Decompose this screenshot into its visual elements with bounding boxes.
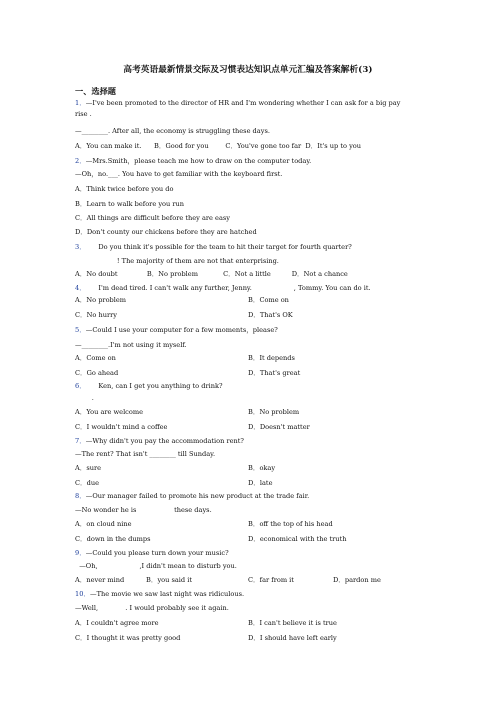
question-text: A．No doubt B．No problem C．Not a little D．Not a chance [75, 270, 348, 278]
question-line [75, 284, 371, 292]
q10-option-c: C．I thought it was pretty good [75, 634, 181, 642]
section-heading: 一、选择题 [75, 86, 116, 96]
question-line [75, 257, 279, 265]
question-number: 3． [75, 243, 86, 251]
q7-option-d: D．late [248, 479, 273, 487]
question-text: —I've been promoted to the director of HR and I'm wondering whether I can ask for a big pay [85, 99, 401, 107]
q7-option-b: B．okay [248, 464, 276, 472]
q4-option-d: D．That's OK [248, 311, 293, 319]
question-text: —Oh，no.___. You have to get familiar with the keyboard first. [75, 170, 283, 178]
q4-option-c: C．No hurry [75, 311, 117, 319]
q7-answer: —The rent? That isn't ________ till Sunday. [75, 450, 216, 458]
question-line [75, 170, 282, 178]
q5-option-a: A．Come on [75, 354, 116, 362]
q8-stem: 8．—Our manager failed to promote his new product at the trade fair. [75, 492, 310, 500]
question-line [75, 127, 270, 135]
question-line [75, 228, 257, 236]
q6-option-a: A．You are welcome [75, 408, 144, 416]
q10-option-a: A．I couldn't agree more [75, 619, 159, 627]
q9-option-c: C．far from it [248, 576, 294, 584]
question-text: B．Learn to walk before you run [75, 200, 185, 208]
question-text: rise . [75, 110, 92, 118]
question-text: A．Think twice before you do [75, 185, 174, 193]
q4-option-b: B．Come on [248, 296, 289, 304]
question-line [75, 243, 352, 251]
q8-option-b: B．off the top of his head [248, 520, 333, 528]
q6-answer: . [75, 394, 94, 402]
q4-option-a: A．No problem [75, 296, 127, 304]
question-text: ! The majority of them are not that enterprising. [75, 257, 279, 265]
question-text: —Mrs.Smith，please teach me how to draw on the computer today. [85, 157, 312, 165]
q9-answer: —Oh, ,I didn't mean to disturb you. [75, 562, 237, 570]
question-line [75, 99, 400, 107]
q10-stem: 10．—The movie we saw last night was ridiculous. [75, 590, 245, 598]
question-line [75, 214, 230, 222]
q6-stem: 6． Ken, can I get you anything to drink? [75, 382, 223, 390]
q5-answer: —________.I'm not using it myself. [75, 341, 187, 349]
q7-option-c: C．due [75, 479, 100, 487]
q8-answer: —No wonder he is these days. [75, 506, 212, 514]
question-line [75, 142, 361, 150]
q6-option-c: C．I wouldn't mind a coffee [75, 423, 168, 431]
question-line [75, 110, 92, 118]
q8-option-d: D．economical with the truth [248, 535, 347, 543]
question-line [75, 157, 311, 165]
question-text: I'm dead tired. I can't walk any further, Jenny. , Tommy. You can do it. [85, 284, 371, 292]
q6-option-d: D．Doesn't matter [248, 423, 310, 431]
question-number: 1． [75, 99, 86, 107]
q10-option-b: B．I can't believe it is true [248, 619, 337, 627]
q5-option-d: D．That's great [248, 369, 301, 377]
q7-option-a: A．sure [75, 464, 102, 472]
q8-option-a: A．on cloud nine [75, 520, 132, 528]
q10-answer: —Well, . I would probably see it again. [75, 604, 229, 612]
question-line [75, 200, 184, 208]
q9-option-d: D．pardon me [333, 576, 381, 584]
question-text: Do you think it's possible for the team to hit their target for fourth quarter? [85, 243, 352, 251]
q8-option-c: C．down in the dumps [75, 535, 151, 543]
question-number: 2． [75, 157, 86, 165]
question-text: A．You can make it. B．Good for you C．You've gone too far D．It's up to you [75, 142, 362, 150]
q9-option-b: B．you said it [146, 576, 192, 584]
question-line [75, 270, 348, 278]
q5-option-c: C．Go ahead [75, 369, 119, 377]
question-text: D．Don't county our chickens before they are hatched [75, 228, 257, 236]
q6-option-b: B．No problem [248, 408, 300, 416]
question-text: C．All things are difficult before they are easy [75, 214, 230, 222]
q10-option-d: D．I should have left early [248, 634, 337, 642]
question-line [75, 185, 173, 193]
q5-stem: 5．—Could I use your computer for a few moments，please? [75, 326, 278, 334]
q9-option-a: A．never mind [75, 576, 125, 584]
page-title: 高考英语最新情景交际及习惯表达知识点单元汇编及答案解析(3) [123, 65, 373, 75]
question-text: —________. After all, the economy is struggling these days. [75, 127, 270, 135]
q7-stem: 7．—Why didn't you pay the accommodation rent? [75, 437, 244, 445]
q5-option-b: B．It depends [248, 354, 295, 362]
question-number: 4． [75, 284, 86, 292]
q9-stem: 9．—Could you please turn down your music? [75, 549, 229, 557]
